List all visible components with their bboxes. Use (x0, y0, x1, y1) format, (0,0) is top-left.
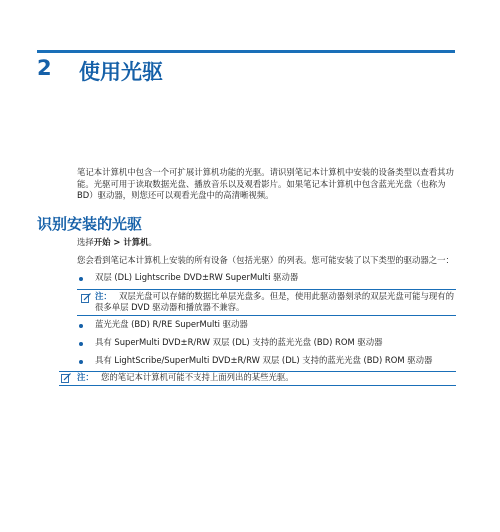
note-pencil-icon (81, 293, 91, 303)
bullet-marker (79, 324, 83, 328)
bullet-marker (79, 342, 83, 346)
chapter-title: 使用光驱 (79, 60, 163, 84)
chapter-number: 2 (37, 56, 52, 80)
select-instruction (77, 237, 157, 249)
list-item: 具有 SuperMulti DVD±R/RW 双层 (DL) 支持的蓝光光盘 (BD) ROM 驱动器 (95, 337, 383, 347)
select-path: 开始 > 计算机 (93, 237, 149, 247)
section-heading: 识别安装的光驱 (37, 215, 143, 233)
chapter-rule (37, 50, 455, 53)
bullet-marker (79, 277, 83, 281)
select-suffix: 。 (148, 237, 157, 247)
bullet-marker (79, 360, 83, 364)
list-item: 双层 (DL) Lightscribe DVD±RW SuperMulti 驱动器 (95, 272, 299, 282)
select-prefix: 选择 (77, 237, 94, 247)
note-text-line2: 很多单层 DVD 驱动器和播放器不兼容。 (95, 302, 245, 312)
note-label: 注： (77, 372, 94, 382)
note-text-line1: 双层光盘可以存储的数据比单层光盘多。但是，使用此驱动器刻录的双层光盘可能与现有的 (119, 291, 454, 301)
note-box (77, 289, 456, 316)
intro-paragraph: 笔记本计算机中包含一个可扩展计算机功能的光驱。请识别笔记本计算机中安装的设备类型以查看其功能。光驱可用于读取数据光盘、播放音乐以及观看影片。如果笔记本计算机中包含蓝光光盘（也称为 BD）驱动器，则您还可以观看光盘中的高清晰视频。 (77, 167, 454, 200)
note-label: 注： (95, 291, 112, 301)
note-pencil-icon (61, 373, 71, 383)
list-item: 具有 LightScribe/SuperMulti DVD±R/RW 双层 (DL) 支持的蓝光光盘 (BD) ROM 驱动器 (95, 355, 433, 365)
note-box (59, 371, 456, 386)
list-item: 蓝光光盘 (BD) R/RE SuperMulti 驱动器 (95, 319, 248, 329)
note-text: 您的笔记本计算机可能不支持上面列出的某些光驱。 (101, 372, 294, 382)
list-intro: 您会看到笔记本计算机上安装的所有设备（包括光驱）的列表。您可能安装了以下类型的驱动器之一： (77, 255, 454, 265)
